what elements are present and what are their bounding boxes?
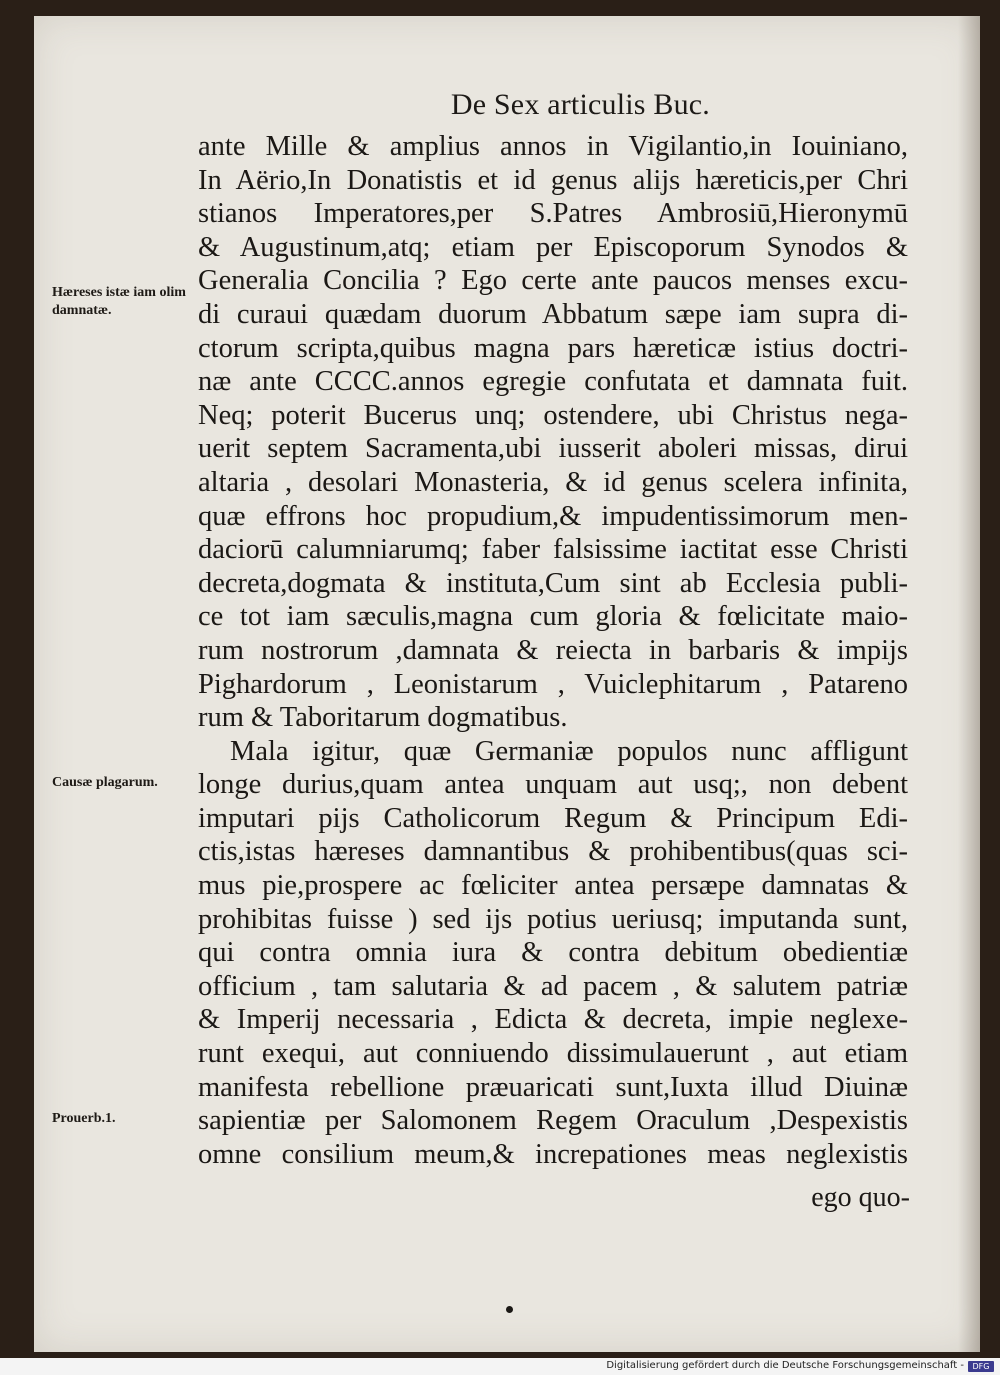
text-line: & Augustinum,atq; etiam per Episcoporum Synodos & <box>198 231 908 263</box>
text-line: Pighardorum , Leonistarum , Vuiclephitarum , Patareno <box>198 668 908 700</box>
text-line: longe durius,quam antea unquam aut usq;, non debent <box>198 769 908 801</box>
book-page <box>34 16 980 1352</box>
text-line: & Imperij necessaria , Edicta & decreta, impie neglexe- <box>198 1004 908 1036</box>
text-line: officium , tam salutaria & ad pacem , & salutem patriæ <box>198 970 908 1002</box>
text-line: uerit septem Sacramenta,ubi iusserit aboleri missas, dirui <box>198 433 908 465</box>
text-line: decreta,dogmata & instituta,Cum sint ab Ecclesia publi- <box>198 567 908 599</box>
text-line: ctorum scripta,quibus magna pars hæreticæ istius doctri- <box>198 332 908 364</box>
body-text <box>198 130 908 1171</box>
text-line: prohibitas fuisse ) sed ijs potius ueriusq; imputanda sunt, <box>198 903 908 935</box>
marginal-note-heresies: Hæreses istæ iam olim damnatæ. <box>52 285 186 318</box>
text-line: Neq; poterit Bucerus unq; ostendere, ubi Christus nega- <box>198 399 908 431</box>
text-line: runt exequi, aut conniuendo dissimulauerunt , aut etiam <box>198 1038 908 1070</box>
text-line: rum & Taboritarum dogmatibus. <box>198 702 568 734</box>
text-line: sapientiæ per Salomonem Regem Oraculum ,Despexistis <box>198 1105 908 1137</box>
text-line: qui contra omnia iura & contra debitum obedientiæ <box>198 937 908 969</box>
text-line: ce tot iam sæculis,magna cum gloria & fœlicitate maio- <box>198 601 908 633</box>
text-line: mus pie,prospere ac fœliciter antea persæpe damnatas & <box>198 870 908 902</box>
text-line: quæ effrons hoc propudium,& impudentissimorum men- <box>198 500 908 532</box>
text-line: rum nostrorum ,damnata & reiecta in barbaris & impijs <box>198 634 908 666</box>
marginal-note-causes: Causæ plagarum. <box>52 775 158 790</box>
dfg-logo-icon: DFG <box>968 1361 994 1372</box>
page-edge-shadow <box>958 16 980 1352</box>
text-line: daciorū calumniarumq; faber falsissime iactitat esse Christi <box>198 534 908 566</box>
running-head: De Sex articulis Buc. <box>450 88 710 121</box>
text-line: næ ante CCCC.annos egregie confutata et damnata fuit. <box>198 366 908 398</box>
text-line: altaria , desolari Monasteria, & id genus scelera infinita, <box>198 466 908 498</box>
text-line: manifesta rebellione præuaricati sunt,Iuxta illud Diuinæ <box>198 1071 908 1103</box>
text-line-paragraph-start: Mala igitur, quæ Germaniæ populos nunc affligunt <box>230 735 908 767</box>
text-line: imputari pijs Catholicorum Regum & Principum Edi- <box>198 802 908 834</box>
marginal-note-proverbs: Prouerb.1. <box>52 1111 116 1126</box>
text-line: omne consilium meum,& increpationes meas neglexistis <box>198 1138 908 1170</box>
text-line: stianos Imperatores,per S.Patres Ambrosiū,Hieronymū <box>198 198 908 230</box>
text-line: ante Mille & amplius annos in Vigilantio,in Iouiniano, <box>198 131 908 162</box>
text-line: di curaui quædam duorum Abbatum sæpe iam supra di- <box>198 298 908 330</box>
text-line: In Aërio,In Donatistis et id genus alijs hæreticis,per Chri <box>198 164 908 196</box>
catchword: ego quo- <box>811 1182 910 1213</box>
text-line: Generalia Concilia ? Ego certe ante paucos menses excu- <box>198 265 908 297</box>
signature-dot <box>506 1306 513 1313</box>
text-line: ctis,istas hæreses damnantibus & prohibentibus(quas sci- <box>198 836 908 868</box>
footer-credit: Digitalisierung gefördert durch die Deutsche Forschungsgemeinschaft - <box>606 1360 964 1371</box>
